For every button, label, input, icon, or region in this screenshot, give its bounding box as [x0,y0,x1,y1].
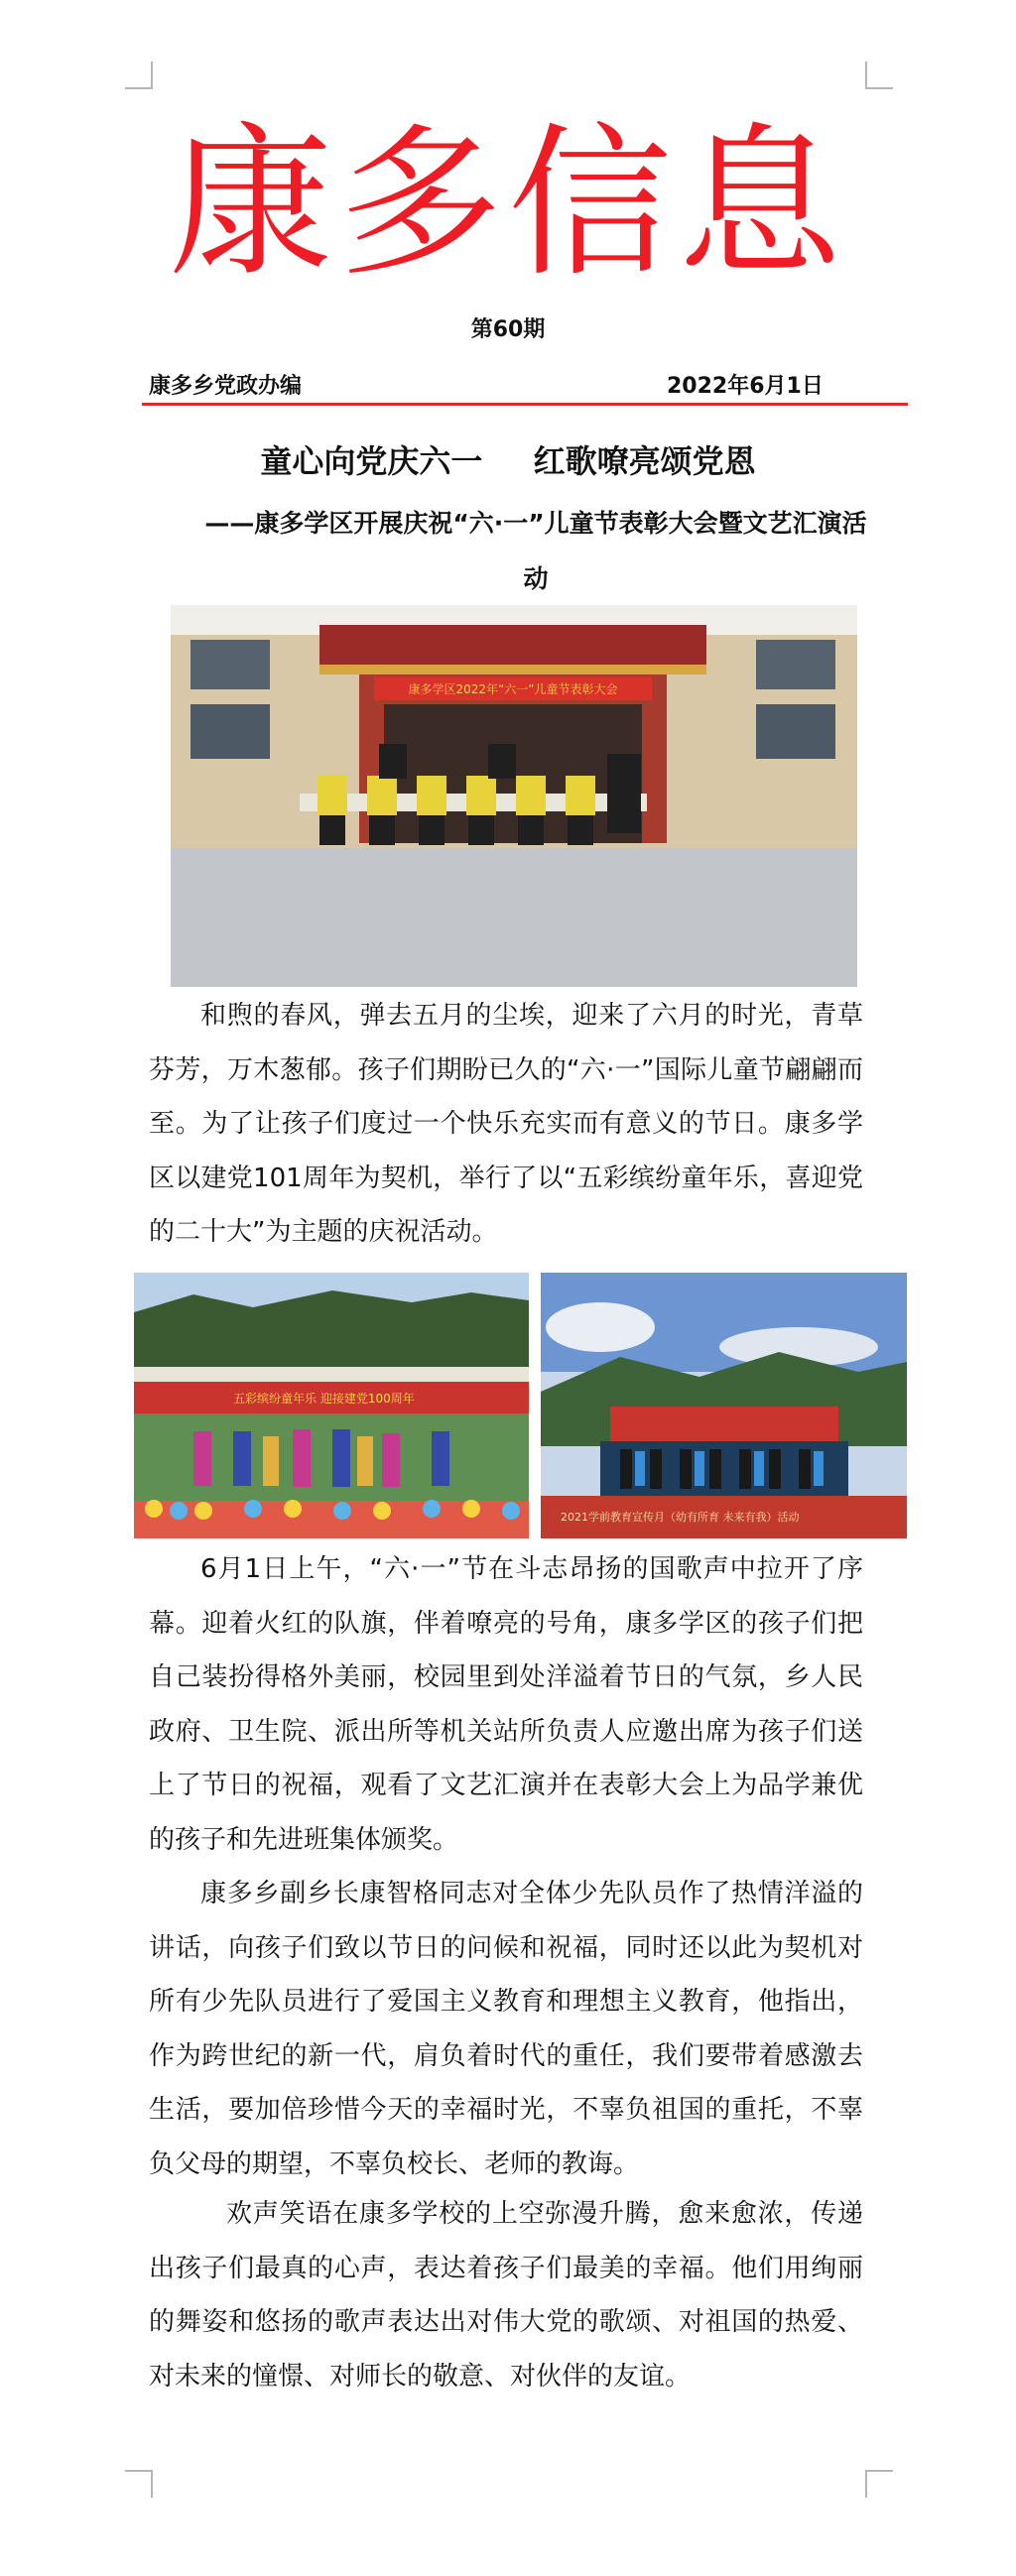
article-subtitle: ——康多学区开展庆祝“六·一”儿童节表彰大会暨文艺汇演活动 [204,509,867,593]
stage-banner-text: 2021学前教育宣传月（幼有所育 未来有我）活动 [561,1511,800,1524]
issue-date: 2022年6月1日 [667,374,824,399]
header-divider [142,403,908,406]
performance-banner-text: 五彩缤纷童年乐 迎接建党100周年 [233,1392,415,1406]
article-title: 童心向党庆六一 红歌嘹亮颂党恩 [260,442,756,480]
crop-mark-top-left [125,61,153,89]
paragraph-ceremony: 6月1日上午，“六·一”节在斗志昂扬的国歌声中拉开了序幕。迎着火红的队旗，伴着嘹亮的号角，康多学区的孩子们把自己装扮得格外美丽，校园里到处洋溢着节日的气氛，乡人民政府、卫生院、派出所等机关站所负责人应邀出席为孩子们送上了节日的祝福，观看了文艺汇演并在表彰大会上为品学兼优的孩子和先进班集体颁奖。 [149,1554,863,1855]
crop-mark-bottom-right [865,2470,893,2498]
paragraph-intro: 和煦的春风，弹去五月的尘埃，迎来了六月的时光，青草芬芳，万木葱郁。孩子们期盼已久的“六·一”国际儿童节翩翩而至。为了让孩子们度过一个快乐充实而有意义的节日。康多学区以建党101周年为契机，举行了以“五彩缤纷童年乐，喜迎党的二十大”为主题的庆祝活动。 [149,1001,863,1247]
paragraph-speech: 康多乡副乡长康智格同志对全体少先队员作了热情洋溢的讲话，向孩子们致以节日的问候和祝福，同时还以此为契机对所有少先队员进行了爱国主义教育和理想主义教育，他指出，作为跨世纪的新一代，肩负着时代的重任，我们要带着感激去生活，要加倍珍惜今天的幸福时光，不辜负祖国的重托，不辜负父母的期望，不辜负校长、老师的教诲。 [149,1879,863,2179]
paragraph-celebration: 欢声笑语在康多学校的上空弥漫升腾，愈来愈浓，传递出孩子们最真的心声，表达着孩子们最美的幸福。他们用绚丽的舞姿和悠扬的歌声表达出对伟大党的歌颂、对祖国的热爱、对未来的憧憬、对师长的敬意、对伙伴的友谊。 [149,2199,863,2392]
photo-award-ceremony [171,605,857,987]
issue-number: 第60期 [470,317,546,342]
photo-stage-performance [541,1273,907,1538]
ceremony-banner-text: 康多学区2022年“六一”儿童节表彰大会 [408,682,618,696]
masthead-title: 康多信息 [169,108,847,299]
editor-credit: 康多乡党政办编 [149,374,303,399]
photo-dance-performance [134,1273,529,1538]
crop-mark-bottom-left [125,2470,153,2498]
crop-mark-top-right [865,61,893,89]
